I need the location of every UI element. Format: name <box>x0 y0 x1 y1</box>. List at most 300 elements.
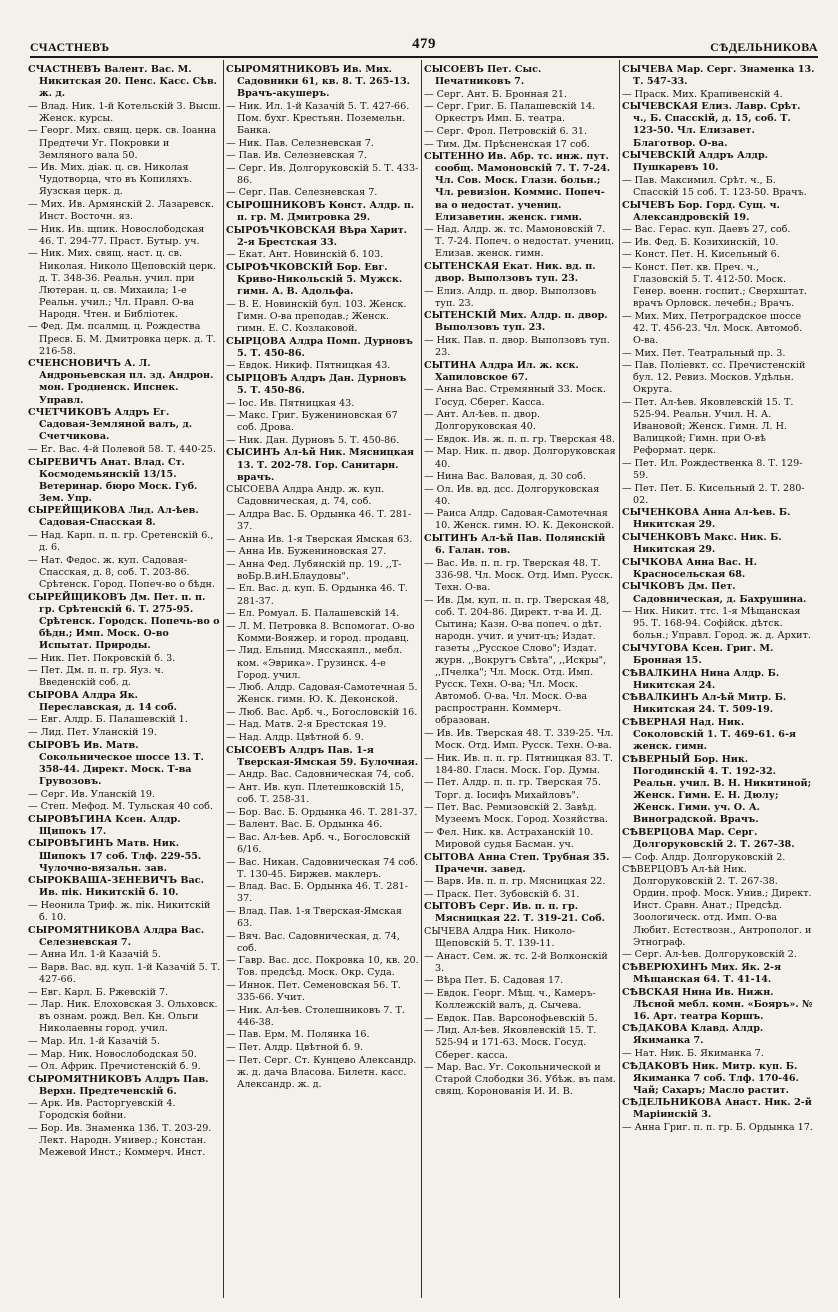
entry-text: СЫРЕВИЧЪ Анат. Влад. Ст. Космодемьянскій 13/15. Ветеринар. бюро Моск. Губ. Зем. Упр. <box>28 456 198 504</box>
entry-text: — Лид. Ал-ѣев. Яковлевскій 15. Т. 525-94 и 171-63. Моск. Госуд. Сберег. касса. <box>424 1025 597 1061</box>
directory-entry-heading <box>28 457 221 505</box>
directory-entry <box>226 621 419 645</box>
entry-text: СЫЧЕВСКАЯ Елиз. Лавр. Срѣт. ч., Б. Спасскій, д. 15, соб. Т. 123-50. Чл. Елизавет. Благотвор. О-ва. <box>622 101 801 149</box>
directory-entry <box>28 801 221 813</box>
directory-entry-heading <box>28 875 221 899</box>
directory-entry-heading <box>28 740 221 788</box>
directory-entry <box>226 608 419 620</box>
entry-text: — Влад. Пав. 1-я Тверская-Ямская 63. <box>226 905 402 929</box>
directory-entry <box>226 719 419 731</box>
entry-text: СЫРОВѢГИНА Ксен. Алдр. Щипокъ 17. <box>28 813 181 837</box>
directory-entry <box>226 534 419 546</box>
directory-entry <box>424 409 617 433</box>
page-header <box>30 36 818 54</box>
directory-entry-heading <box>622 668 815 692</box>
entry-text: — Ник. Дан. Дурновъ 5. Т. 450-86. <box>226 434 400 446</box>
directory-entry <box>28 1036 221 1048</box>
entry-text: — Пав. Ерм. М. Полянка 16. <box>226 1029 370 1041</box>
directory-entry-heading <box>28 925 221 949</box>
entry-text: СѢВАЛКИНЪ Ал-ѣй Митр. Б. Никитская 24. Т. 509-19. <box>622 692 787 716</box>
directory-entry <box>424 139 617 151</box>
entry-text: СѢВЕРНЫЙ Бор. Ник. Погодинскій 4. Т. 192-32. Реальн. учил. В. Н. Никитиной; Женск. Гимн. Е. Н. Дюлу; Женск. Гимн. уч. О. А. Виноградской. Врачъ. <box>622 753 812 826</box>
entry-text: — Нат. Федос. ж. куп. Садовая-Спасская, д. 8, соб. Т. 203-86. Срѣтенск. Город. Попеч-во о бѣдн. <box>28 554 215 590</box>
directory-entry-heading <box>226 225 419 249</box>
entry-text: — Неонила Триф. ж. пік. Никитскій б. 10. <box>28 899 211 923</box>
directory-entry <box>226 150 419 162</box>
directory-entry <box>226 187 419 199</box>
directory-entry-heading <box>226 200 419 224</box>
directory-entry <box>28 321 221 357</box>
directory-entry-heading <box>28 592 221 652</box>
directory-entry-heading <box>424 310 617 334</box>
directory-entry <box>622 89 815 101</box>
directory-entry <box>622 397 815 457</box>
directory-entry-heading <box>226 745 419 769</box>
entry-text: — Арк. Ив. Расторгуевскій 4. Городскія бойни. <box>28 1098 176 1122</box>
directory-entry <box>424 286 617 310</box>
directory-entry-heading <box>622 643 815 667</box>
entry-text: СЫТЕНСКАЯ Екат. Ник. вд. п. двор. Выползовъ туп. 23. <box>424 261 596 285</box>
entry-text: — Варв. Вас. вд. куп. 1-й Казачій 5. Т. 427-66. <box>28 961 221 985</box>
entry-text: СЫРОКВАША-ЗЕНЕВИЧЪ Вас. Ив. пік. Никитскій б. 10. <box>28 875 204 899</box>
directory-entry <box>622 348 815 360</box>
entry-text: — Пет. Дм. п. п. гр. Яуз. ч. Введенскій соб. д. <box>28 665 164 689</box>
directory-entry-heading <box>424 360 617 384</box>
directory-entry-heading <box>424 533 617 557</box>
entry-text: — Вяч. Вас. Садовническая, д. 74, соб. <box>226 930 400 954</box>
directory-entry-heading <box>28 690 221 714</box>
entry-text: — Пет. Вас. Ремизовскій 2. Завѣд. Музеемъ Моск. Город. Хозяйства. <box>424 802 608 826</box>
directory-entry <box>622 311 815 347</box>
entry-text: — Варв. Ив. п. п. гр. Мясницкая 22. <box>424 876 606 888</box>
directory-entry-heading <box>622 557 815 581</box>
directory-entry-heading <box>226 336 419 360</box>
entry-text: — Ив. Дм. куп. п. п. гр. Тверская 48, соб. Т. 204-86. Директ. т-ва И. Д. Сытина; Казн. О-ва попеч. о дѣт. народн. учит. и учит-цъ; Издат. газеты ,,Русское Слово"; Издат. журн. ,,Вокругъ Свѣта", ,,Искры", ,,Пчелка"; Чл. Моск. Отд. Имп. Русск. Техн. О-ва; Чл. Моск. Автомоб. О-ва. Чл. Моск. О-ва распространн. Коммерч. образован. <box>424 594 610 727</box>
entry-text: СЫТЕННО Ив. Абр. тс. инж. пут. сообщ. Мамоновскій 7. Т. 7-24. Чл. Сов. Моск. Глазн. больн.; Чл. ревизіон. Коммис. Попеч-ва о недостат. учениц. Елизаветин. женск. гимн. <box>424 151 611 223</box>
entry-text: СЫРОМЯТНИКОВЪ Ив. Мих. Садовники 61, кв. 8. Т. 265-13. Врачъ-акушеръ. <box>226 64 411 100</box>
directory-entry-heading <box>424 852 617 876</box>
directory-entry <box>226 410 419 434</box>
directory-entry <box>28 789 221 801</box>
directory-entry <box>226 832 419 856</box>
entry-text: — Ник. Ив. щпик. Новослободская 46. Т. 294-77. Прaст. Бутыр. уч. <box>28 223 205 247</box>
directory-entry <box>28 444 221 456</box>
entry-text: — Евг. Алдр. Б. Палашевскій 1. <box>28 714 188 726</box>
directory-entry <box>424 508 617 532</box>
directory-entry-heading <box>226 262 419 298</box>
directory-entry-heading <box>28 814 221 838</box>
entry-text: — Анна Ив. Бужениновская 27. <box>226 546 387 558</box>
directory-entry <box>424 1062 617 1098</box>
entry-text: СѢДАКОВА Клавд. Алдр. Якиманка 7. <box>622 1023 764 1047</box>
entry-text: СЫСИНЪ Ал-ѣй Ник. Мясницкая 13. Т. 202-78. Гор. Санитарн. врачъ. <box>226 447 415 483</box>
entry-text: — Серг. Пав. Селезневская 7. <box>226 187 378 199</box>
header-rule <box>30 56 818 58</box>
directory-entry <box>424 126 617 138</box>
entry-text: — Евдок. Никиф. Пятницкая 43. <box>226 360 391 372</box>
directory-entry <box>226 299 419 335</box>
directory-entry <box>622 483 815 507</box>
entry-text: — Мар. Ник. Новослободская 50. <box>28 1048 197 1060</box>
entry-text: — Ол. Африк. Пречистенскій б. 9. <box>28 1061 201 1073</box>
entry-text: — Анаст. Сем. ж. тс. 2-й Волконскій 3. <box>424 950 608 974</box>
directory-entry <box>424 753 617 777</box>
header-left-guide-word: СЧАСТНЕВЪ <box>30 40 110 54</box>
entry-text: — Соф. Алдр. Долгоруковскій 2. <box>622 851 786 863</box>
directory-entry <box>226 980 419 1004</box>
directory-entry-heading <box>622 717 815 753</box>
entry-text: — Ант. Ал-ѣев. п. двор. Долгоруковская 40. <box>424 409 541 433</box>
entry-text: — Евдок. Пав. Варсонофьевскій 5. <box>424 1012 598 1024</box>
entry-text: СЫСОЕВА Алдра Андр. ж. куп. Садовническая, д. 74, соб. <box>226 484 385 508</box>
directory-entry <box>226 484 419 508</box>
entry-text: — Раиса Алдр. Садовая-Самотечная 10. Женск. гимн. Ю. К. Деконской. <box>424 508 615 532</box>
directory-entry <box>622 237 815 249</box>
directory-entry-heading <box>622 150 815 174</box>
directory-entry-heading <box>424 151 617 224</box>
directory-entry <box>424 777 617 801</box>
entry-text: — Серг. Григ. Б. Палашевскій 14. Оркестръ Имп. Б. театра. <box>424 101 596 125</box>
entry-text: СЫРОВЪ Ив. Матв. Сокольническое шоссе 13. Т. 358-44. Директ. Моск. Т-ва Грувозовъ. <box>28 739 204 787</box>
directory-entry <box>28 665 221 689</box>
entry-text: СЫЧЕВЪ Бор. Горд. Сущ. ч. Александровскій 19. <box>622 199 780 223</box>
entry-text: — Лид. Ельпид. Мясскаяпл., мебл. ком. «Эврика». Грузинск. 4-е Город. учил. <box>226 645 403 681</box>
entry-text: — Нат. Ник. Б. Якиманка 7. <box>622 1048 764 1059</box>
directory-entry-heading <box>424 261 617 285</box>
entry-text: СЧАСТНЕВЪ Валент. Вас. М. Никитская 20. Пенс. Касс. Сѣв. ж. д. <box>28 64 218 100</box>
directory-entry <box>28 987 221 999</box>
entry-text: — Серг. Ант. Б. Бронная 21. <box>424 88 567 100</box>
directory-entry <box>424 951 617 975</box>
directory-entry <box>424 975 617 987</box>
directory-entry-heading <box>28 1074 221 1098</box>
entry-text: — Ник. Мих. свящ. наст. ц. св. Николая. Николо Щеповскій церк. д. Т. 348-36. Реальн. учил. при Лютеран. ц. св. Михаила; 1-е Реальн. учил.; Чл. Правл. О-ва Народн. Чтен. и Библіотек. <box>28 248 217 320</box>
directory-entry <box>226 732 419 744</box>
entry-text: СЫЧКОВЪ Дм. Пет. Садовническая, д. Бахрушина. <box>622 581 807 605</box>
directory-entry-heading <box>28 505 221 529</box>
entry-text: — Ив. Фед. Б. Козихинскій, 10. <box>622 236 779 248</box>
directory-entry <box>28 1061 221 1073</box>
entry-text: — Лар. Ник. Елоховская 3. Ольховск. въ ознам. рожд. Вел. Кн. Ольги Николаевны город. учил. <box>28 999 218 1035</box>
entry-text: — Ол. Ив. вд. дсс. Долгоруковская 40. <box>424 483 600 507</box>
entry-text: — Серг. Ал-ѣев. Долгоруковскій 2. <box>622 949 797 961</box>
entry-text: СЫТИНЪ Ал-ѣй Пав. Полянскій 6. Галан. тов. <box>424 533 606 557</box>
directory-entry <box>622 458 815 482</box>
entry-text: — Конст. Пет. кв. Преч. ч., Глазовскій 5. Т. 412-50. Моск. Генер. военн. госпит.; Сверхштат. врачъ Орловск. лечебн.; Врачъ. <box>622 262 807 310</box>
entry-text: — Лид. Пет. Уланскій 19. <box>28 727 157 739</box>
directory-entry <box>28 125 221 161</box>
entry-text: — Гавр. Вас. дсс. Покровка 10, кв. 20. Тов. предсѣд. Моск. Окр. Суда. <box>226 955 419 979</box>
entry-text: — Георг. Мих. свящ. церк. св. Іоанна Предтечи Уг. Покровки и Земляного вала 50. <box>28 125 217 161</box>
entry-text: — Анна Фед. Лубянскій пр. 19. ,,Т-воБр.В.иН.Блаудовы". <box>226 558 402 582</box>
entry-text: — Анна Ил. 1-й Казачій 5. <box>28 949 161 961</box>
directory-entry <box>226 955 419 979</box>
entry-text: — Иннок. Пет. Семеновская 56. Т. 335-66. Учит. <box>226 979 401 1004</box>
directory-entry <box>424 446 617 470</box>
directory-entry <box>226 682 419 706</box>
directory-entry <box>424 224 617 260</box>
entry-text: — Пет. Пет. Б. Кисельный 2. Т. 280-02. <box>622 482 805 506</box>
directory-entry <box>28 653 221 665</box>
directory-entry-heading <box>424 901 617 925</box>
directory-entry <box>226 1055 419 1091</box>
directory-entry <box>226 1042 419 1054</box>
directory-entry <box>226 645 419 681</box>
entry-text: — Мих. Ив. Армянскій 2. Лазаревск. Инст. Восточн. яз. <box>28 199 214 223</box>
entry-text: СЫРОВѢГИНЪ Матв. Ник. Шипокъ 17 соб. Тлф. 229-55. Чулочно-вязальн. зав. <box>28 838 202 874</box>
directory-entry-heading <box>622 987 815 1023</box>
directory-entry <box>424 471 617 483</box>
directory-entry <box>622 1048 815 1060</box>
directory-entry <box>622 1122 815 1134</box>
entry-text: — Над. Алдр. Цвѣтной б. 9. <box>226 732 364 744</box>
directory-entry-heading <box>226 447 419 483</box>
entry-text: СЫЧУГОВА Ксен. Григ. М. Бронная 15. <box>622 642 774 666</box>
directory-entry <box>28 962 221 986</box>
entry-text: СЫЧЕНКОВЪ Макс. Ник. Б. Никитская 29. <box>622 532 782 556</box>
entry-text: — Пет. Ал-ѣев. Яковлевскій 15. Т. 525-94. Реальн. Учил. Н. А. Ивановой; Женск. Гимн. Л. Н. Валицкой; Гимн. при О-вѣ Реформат. церк. <box>622 397 794 457</box>
header-right-guide-word: СѢДЕЛЬНИКОВА <box>710 40 818 54</box>
entry-text: — Степ. Мефод. М. Тульская 40 соб. <box>28 801 213 813</box>
directory-entry <box>424 876 617 888</box>
directory-entry-heading <box>622 581 815 605</box>
directory-entry <box>622 262 815 310</box>
directory-entry <box>28 248 221 321</box>
entry-text: СЧЕНСНОВИЧЪ А. Л. Андроньевская пл. зд. Андрон. мон. Гродненск. Ипснек. Управл. <box>28 358 214 406</box>
entry-text: — Ник. Пет. Покровскій б. 3. <box>28 652 176 664</box>
directory-entry <box>424 558 617 594</box>
entry-text: — Мар. Вас. Уг. Сокольнической и Старой Слободки 36. Убѣж. въ пам. свящ. Коронованія И. И. В. <box>424 1062 616 1098</box>
entry-text: — Ел. Вас. д. куп. Б. Ордынка 46. Т. 281-37. <box>226 583 408 607</box>
entry-text: СЧЕТЧИКОВЪ Алдръ Ег. Садовая-Земляной валъ, д. Счетчикова. <box>28 407 193 443</box>
entry-text: — Фел. Ник. кв. Астраханскій 10. Мировой судья Басман. уч. <box>424 826 594 850</box>
entry-text: — Пет. Серг. Ст. Кунцево Александр. ж. д. дача Власова. Билетн. касс. Александр. ж. д. <box>226 1054 417 1090</box>
directory-entry <box>424 728 617 752</box>
directory-entry-heading <box>622 1097 815 1121</box>
directory-entry <box>424 926 617 950</box>
directory-entry <box>226 559 419 583</box>
directory-entry <box>226 360 419 372</box>
directory-entry <box>226 881 419 905</box>
entry-text: — Ив. Ив. Тверская 48. Т. 339-25. Чл. Моск. Отд. Имп. Русск. Техн. О-ва. <box>424 728 614 752</box>
directory-entry <box>424 595 617 728</box>
directory-entry <box>28 714 221 726</box>
entry-text: — Фед. Дм. псалмщ. ц. Рождества Пресв. Б. М. Дмитровка церк. д. Т. 216-58. <box>28 321 216 357</box>
entry-text: — Ант. Ив. куп. Плетешковскій 15, соб. Т. 258-31. <box>226 781 405 806</box>
entry-text: СѢВЕРЮХИНЪ Мих. Як. 2-я Мѣщанская 64. Т. 41-14. <box>622 961 782 985</box>
entry-text: СЫСОЕВЪ Алдръ Пав. 1-я Тверская-Ямская 59. Булочная. <box>226 744 419 768</box>
entry-text: СЫЧЕВСКІЙ Алдръ Алдр. Пушкаревъ 10. <box>622 150 769 174</box>
directory-entry <box>622 175 815 199</box>
entry-text: СЫРЕЙЩИКОВЪ Дм. Пет. п. п. гр. Срѣтенскій 6. Т. 275-95. Срѣтенск. Городск. Попечь-во о бѣдн.; Имп. Моск. О-во Испытат. Природы. <box>28 591 220 651</box>
entry-text: — Серг. Ив. Долгоруковскій 5. Т. 433-86. <box>226 162 419 186</box>
entry-text: — Пав. Поліевкт. сс. Пречистенскій бул. 12. Ревиз. Москов. Удѣльн. Округа. <box>622 360 806 396</box>
directory-entry <box>226 249 419 261</box>
entry-text: — Ник. Ал-ѣев. Столешниковъ 7. Т. 446-38. <box>226 1004 405 1028</box>
entry-text: — Пав. Ив. Селезневская 7. <box>226 150 367 162</box>
entry-text: — Ел. Ромуал. Б. Палашевскій 14. <box>226 608 400 620</box>
directory-entry <box>226 707 419 719</box>
entry-text: СѢДЕЛЬНИКОВА Анаст. Ник. 2-й Маріинскій 3. <box>622 1097 812 1121</box>
directory-entry-heading <box>622 532 815 556</box>
entry-text: СЫЧЕНКОВА Анна Ал-ѣев. Б. Никитская 29. <box>622 507 791 531</box>
directory-column-1 <box>28 64 221 1300</box>
entry-text: — Евдок. Георг. Мѣщ. ч., Камеръ-Коллежскій валъ, д. Сычева. <box>424 988 596 1012</box>
directory-entry <box>424 827 617 851</box>
entry-text: — Конст. Пет. Н. Кисельный 6. <box>622 249 780 261</box>
entry-text: СѢВЕРЦОВА Мар. Серг. Долгоруковскій 2. Т. 267-38. <box>622 826 795 850</box>
entry-text: СЫРОѢЧКОВСКІЙ Бор. Евг. Криво-Никольскій 5. Мужск. гимн. А. В. Адольфа. <box>226 262 403 298</box>
entry-text: — Макс. Григ. Бужениновская 67 соб. Дрова. <box>226 410 398 434</box>
directory-entry-heading <box>424 64 617 88</box>
directory-entry-heading <box>28 64 221 100</box>
directory-entry <box>28 1049 221 1061</box>
entry-text: СЫРЦОВЪ Алдръ Дан. Дурновъ 5. Т. 450-86. <box>226 372 407 396</box>
directory-entry-heading <box>622 507 815 531</box>
page-number: 479 <box>412 36 436 52</box>
directory-entry <box>28 224 221 248</box>
entry-text: — Екат. Ант. Новинскій б. 103. <box>226 249 384 261</box>
directory-entry <box>424 988 617 1012</box>
entry-text: — Люб. Вас. Арб. ч., Богословскій 16. <box>226 706 418 718</box>
directory-entry <box>226 857 419 881</box>
directory-entry <box>424 889 617 901</box>
directory-entry-heading <box>28 358 221 406</box>
entry-text: — Ник. Никит. ттс. 1-я Мѣщанская 95. Т. 168-94. Софійск. дѣтск. больн.; Управл. Город. ж. д. Архит. <box>622 606 811 642</box>
entry-text: — Ив. Мих. діак. ц. св. Николая Чудотворца, что въ Копиляхъ. Яузская церк. д. <box>28 162 193 198</box>
entry-text: — Вас. Никан. Садовническая 74 соб. Т. 130-45. Биржев. маклеръ. <box>226 856 419 880</box>
directory-entry <box>424 101 617 125</box>
directory-entry-heading <box>622 1023 815 1047</box>
entry-text: — Над. Матв. 2-я Брестская 19. <box>226 719 387 731</box>
entry-text: — Іос. Ив. Пятницкая 43. <box>226 397 355 409</box>
entry-text: — Пет. Ил. Рождественка 8. Т. 129-59. <box>622 458 803 482</box>
entry-text: СЫТОВЪ Серг. Ив. п. п. гр. Мясницкая 22. Т. 319-21. Соб. <box>424 901 606 925</box>
entry-text: — Праск. Мих. Крапивенскій 4. <box>622 88 783 100</box>
directory-entry <box>226 583 419 607</box>
entry-text: — В. Е. Новинскій бул. 103. Женск. Гимн. О-ва преподав.; Женск. гимн. Е. С. Козлаковой. <box>226 298 407 334</box>
directory-entry <box>28 199 221 223</box>
entry-text: — Евг. Карл. Б. Ржевскій 7. <box>28 986 169 998</box>
directory-entry-heading <box>622 1061 815 1097</box>
directory-entry <box>424 802 617 826</box>
directory-columns <box>28 64 820 1300</box>
entry-text: — Елиз. Алдр. п. двор. Выползовъ туп. 23. <box>424 285 597 309</box>
directory-column-3 <box>424 64 617 1300</box>
directory-entry <box>226 101 419 137</box>
directory-entry <box>424 1025 617 1061</box>
entry-text: — Праск. Пет. Зубовскій б. 31. <box>424 888 580 900</box>
entry-text: — Пет. Алдр. п. п. гр. Тверская 75. Торг. д. Іосифъ Михайловъ". <box>424 777 601 801</box>
entry-text: СЫТИНА Алдра Ил. ж. кск. Хапиловское 67. <box>424 359 579 383</box>
directory-entry <box>28 555 221 591</box>
directory-entry-heading <box>622 692 815 716</box>
entry-text: — Ник. Пав. Селезневская 7. <box>226 137 374 149</box>
entry-text: — Мих. Пет. Театральный пр. 3. <box>622 347 786 359</box>
entry-text: СЫРЦОВА Алдра Помп. Дурновъ 5. Т. 450-86. <box>226 335 413 359</box>
directory-entry-heading <box>622 101 815 149</box>
directory-entry <box>28 900 221 924</box>
directory-entry <box>226 769 419 781</box>
directory-entry <box>226 931 419 955</box>
entry-text: СЫТОВА Анна Степ. Трубная 35. Прачечн. завед. <box>424 851 610 875</box>
entry-text: — Бор. Ив. Знаменка 13б. Т. 203-29. Лект. Народн. Универ.; Констан. Межевой Инст.; Коммерч. Инст. <box>28 1123 212 1159</box>
directory-entry <box>226 435 419 447</box>
entry-text: — Анна Григ. п. п. гр. Б. Ордынка 17. <box>622 1122 813 1134</box>
directory-entry <box>226 163 419 187</box>
entry-text: — Валент. Вас. Б. Ордынка 46. <box>226 819 383 831</box>
directory-entry <box>226 546 419 558</box>
entry-text: — Мар. Ник. п. двор. Долгоруковская 40. <box>424 446 616 470</box>
entry-text: СѢВСКАЯ Нина Ив. Нижн. Лѣсной мебл. комн. «Бояръ». № 16. Арт. театра Коршъ. <box>622 986 813 1022</box>
entry-text: СѢВЕРЦОВЪ Ал-ѣй Ник. Долгоруковскій 2. Т. 267-38. Ордин. проф. Моск. Унив.; Директ. Инст. Сравн. Анат.; Предсѣд. Зоологическ. отд. Имп. О-ва Любит. Естествозн., Антрополог. и Этнограф. <box>622 864 812 948</box>
directory-entry-heading <box>226 64 419 100</box>
directory-column-4 <box>622 64 815 1300</box>
directory-entry-heading <box>28 407 221 443</box>
directory-entry <box>622 864 815 949</box>
entry-text: СЫЧЕВА Алдра Ник. Николо-Щеповскій 5. Т. 139-11. <box>424 926 576 950</box>
entry-text: — Тим. Дм. Прѣсненская 17 соб. <box>424 138 590 150</box>
directory-entry <box>28 999 221 1035</box>
directory-entry-heading <box>622 962 815 986</box>
entry-text: — Влад. Ник. 1-й Котельскій 3. Высш. Женск. курсы. <box>28 100 221 124</box>
entry-text: — Ник. Пав. п. двор. Выползовъ туп. 23. <box>424 335 610 359</box>
entry-text: СѢВАЛКИНА Нина Алдр. Б. Никитская 24. <box>622 667 780 691</box>
directory-entry <box>28 1098 221 1122</box>
directory-entry <box>622 224 815 236</box>
directory-entry <box>226 819 419 831</box>
entry-text: — Над. Алдр. ж. тс. Мамоновскій 7. Т. 7-24. Попеч. о недостат. учениц. Елизав. женск. гимн. <box>424 224 614 260</box>
entry-text: СЫСОЕВЪ Пет. Сыс. Печатниковъ 7. <box>424 64 542 88</box>
entry-text: СЫЧКОВА Анна Вас. Н. Красносельская 68. <box>622 556 757 580</box>
directory-entry <box>622 360 815 396</box>
directory-entry <box>28 530 221 554</box>
entry-text: СѢВЕРНАЯ Над. Ник. Соколовскій 1. Т. 469-61. 6-я женск. гимн. <box>622 716 797 753</box>
entry-text: — Вас. Ал-ѣев. Арб. ч., Богословскій 6/16. <box>226 831 411 855</box>
entry-text: — Ник. Ил. 1-й Казачій 5. Т. 427-66. Пом. бухг. Крестьян. Поземельн. Банка. <box>226 100 410 136</box>
directory-entry <box>226 782 419 806</box>
directory-entry <box>226 138 419 150</box>
directory-column-2 <box>226 64 419 1300</box>
directory-entry <box>622 852 815 864</box>
entry-text: — Серг. Фрол. Петровскій 6. 31. <box>424 125 588 137</box>
entry-text: — Л. М. Петровка 8. Вспомогат. О-во Комми-Вояжер. и город. продавц. <box>226 620 415 644</box>
directory-entry <box>424 484 617 508</box>
directory-entry <box>424 335 617 359</box>
entry-text: — Анна Ив. 1-я Тверская Ямская 63. <box>226 533 413 545</box>
entry-text: СЫТЕНСКІЙ Мих. Алдр. п. двор. Выползовъ туп. 23. <box>424 310 608 334</box>
entry-text: — Вѣра Пет. Б. Садовая 17. <box>424 975 564 987</box>
directory-entry-heading <box>622 827 815 851</box>
entry-text: — Анна Вас. Стремянный 33. Моск. Госуд. Сберег. Касса. <box>424 384 606 408</box>
directory-entry <box>226 398 419 410</box>
entry-text: — Над. Карп. п. п. гр. Сретенскій 6., д. 6. <box>28 530 214 554</box>
entry-text: — Вас. Ив. п. п. гр. Тверская 48. Т. 336-98. Чл. Моск. Отд. Имп. Русск. Техн. О-ва. <box>424 557 613 593</box>
directory-entry <box>28 1123 221 1159</box>
directory-entry <box>622 606 815 642</box>
directory-entry-heading <box>622 754 815 827</box>
directory-entry <box>28 162 221 198</box>
directory-entry <box>226 1005 419 1029</box>
directory-entry <box>424 434 617 446</box>
entry-text: — Ег. Вас. 4-й Полевой 58. Т. 440-25. <box>28 443 216 455</box>
entry-text: — Алдра Вас. Б. Ордынка 46. Т. 281-37. <box>226 508 412 532</box>
directory-entry <box>226 807 419 819</box>
entry-text: — Евдок. Ив. ж. п. п. гр. Тверская 48. <box>424 433 615 445</box>
directory-entry <box>28 101 221 125</box>
directory-entry <box>622 249 815 261</box>
directory-entry-heading <box>622 64 815 88</box>
